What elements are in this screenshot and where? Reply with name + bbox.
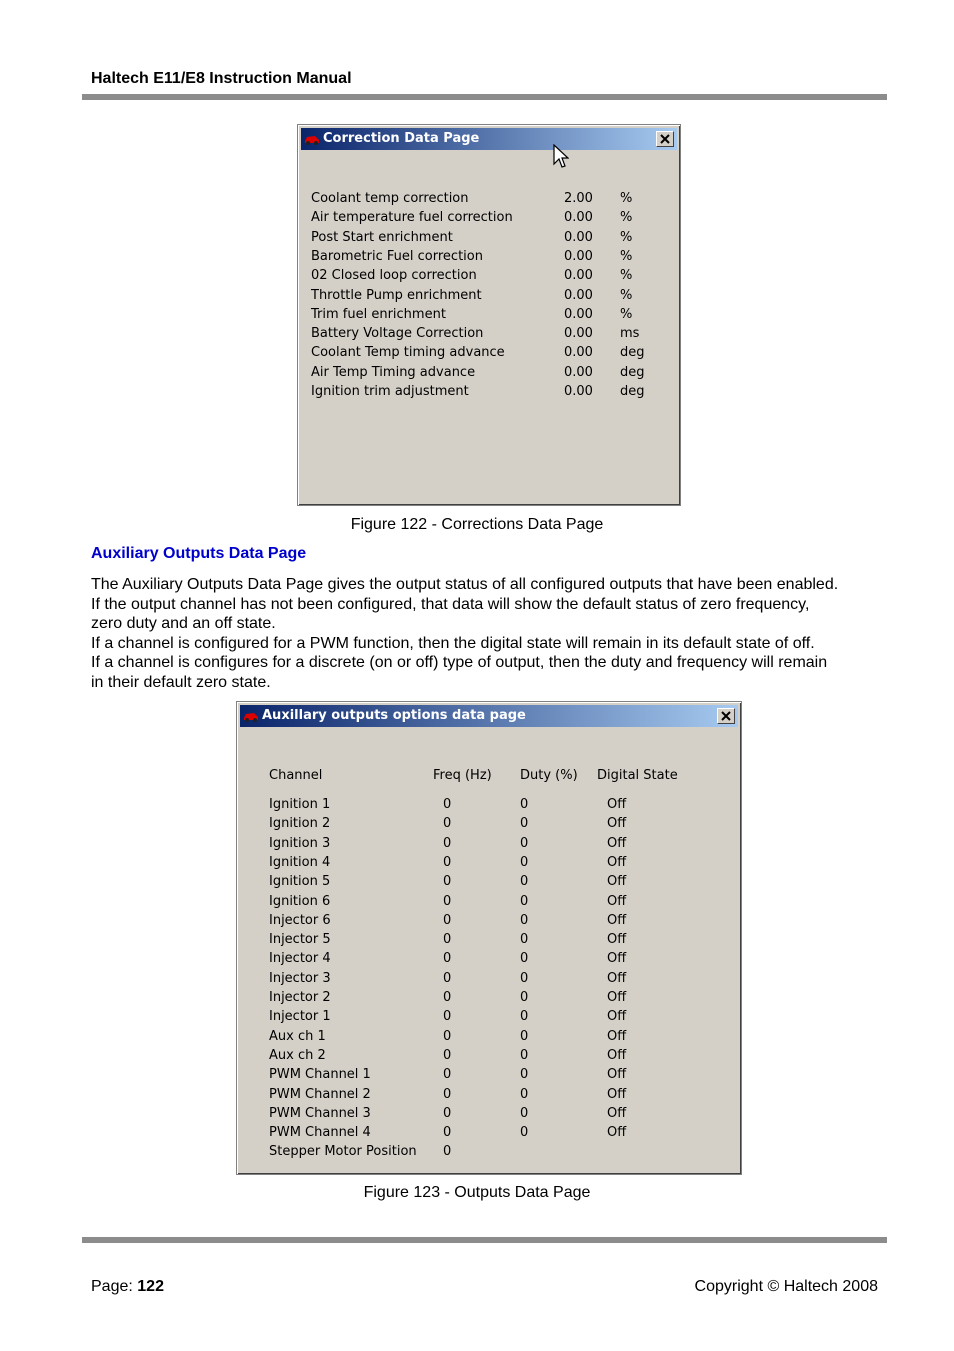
correction-value: 0.00: [564, 326, 593, 342]
page-header-title: Haltech E11/E8 Instruction Manual: [91, 70, 352, 87]
outputs-titlebar[interactable]: [240, 705, 738, 727]
outputs-window: [236, 701, 742, 1175]
output-channel: Injector 6: [269, 912, 331, 928]
footer-page: [91, 1278, 164, 1296]
output-state: Off: [607, 1125, 627, 1141]
column-header-freq: Freq (Hz): [433, 768, 492, 783]
output-freq: 0: [443, 932, 452, 948]
output-duty: 0: [520, 854, 529, 870]
output-state: Off: [607, 1009, 627, 1025]
correction-value: 0.00: [564, 384, 593, 399]
correction-label: Air Temp Timing advance: [311, 364, 476, 380]
output-state: Off: [607, 1105, 627, 1121]
output-duty: 0: [520, 1086, 529, 1102]
output-freq: 0: [443, 1067, 452, 1083]
output-channel: Injector 4: [269, 951, 331, 967]
footer-copyright: Copyright © Haltech 2008: [694, 1278, 878, 1295]
correction-label: Ignition trim adjustment: [311, 384, 469, 399]
output-freq: 0: [443, 816, 452, 832]
section-heading: Auxiliary Outputs Data Page: [91, 545, 307, 562]
output-duty: 0: [520, 1028, 529, 1044]
output-channel: Stepper Motor Position: [269, 1144, 417, 1160]
output-duty: 0: [520, 874, 529, 890]
output-duty: 0: [520, 970, 529, 986]
paragraph-line: If a channel is configures for a discrete (on or off) type of output, then the duty and frequency will remain: [91, 654, 828, 672]
mouse-pointer-icon: [553, 144, 569, 170]
output-duty: 0: [520, 932, 529, 948]
output-duty: 0: [520, 990, 529, 1005]
correction-value: 0.00: [564, 229, 593, 245]
correction-label: Barometric Fuel correction: [311, 248, 483, 264]
output-channel: Injector 2: [269, 990, 331, 1005]
output-state: Off: [607, 893, 627, 909]
car-app-icon: [304, 132, 320, 146]
figure-122-caption: Figure 122 - Corrections Data Page: [350, 516, 604, 533]
outputs-close-button[interactable]: [717, 708, 735, 724]
output-state: Off: [607, 912, 627, 928]
correction-value: 2.00: [564, 191, 593, 206]
output-state: Off: [607, 1067, 627, 1083]
correction-unit: %: [620, 191, 633, 206]
output-freq: 0: [443, 1028, 452, 1044]
output-state: Off: [607, 970, 627, 986]
correction-value: 0.00: [564, 345, 593, 361]
output-channel: Ignition 5: [269, 874, 331, 890]
output-channel: Injector 3: [269, 970, 331, 986]
corrections-close-button[interactable]: [656, 131, 674, 147]
output-state: Off: [607, 816, 627, 832]
output-freq: 0: [443, 1009, 452, 1025]
output-channel: Aux ch 1: [269, 1028, 326, 1044]
column-header-digital-state: Digital State: [597, 768, 678, 783]
output-channel: PWM Channel 1: [269, 1067, 371, 1083]
output-channel: Aux ch 2: [269, 1047, 326, 1063]
correction-label: Post Start enrichment: [311, 229, 453, 245]
output-channel: PWM Channel 4: [269, 1125, 371, 1141]
correction-unit: %: [620, 210, 633, 226]
paragraph-line: If a channel is configured for a PWM function, then the digital state will remain in its default state of off.: [91, 634, 815, 652]
correction-unit: ms: [620, 326, 640, 342]
correction-value: 0.00: [564, 287, 593, 303]
correction-unit: %: [620, 248, 633, 264]
output-state: Off: [607, 951, 627, 967]
correction-unit: %: [620, 287, 633, 303]
output-channel: Ignition 2: [269, 816, 331, 832]
paragraph-line: If the output channel has not been configured, that data will show the default status of zero frequency,: [91, 595, 810, 613]
output-freq: 0: [443, 951, 452, 967]
output-channel: Injector 5: [269, 932, 331, 948]
correction-value: 0.00: [564, 248, 593, 264]
footer-page-number: 122: [137, 1278, 164, 1295]
correction-label: Battery Voltage Correction: [311, 326, 484, 342]
output-duty: 0: [520, 835, 529, 851]
correction-value: 0.00: [564, 306, 593, 322]
correction-unit: %: [620, 268, 633, 284]
paragraph-line: in their default zero state.: [91, 674, 271, 691]
output-state: Off: [607, 990, 627, 1005]
column-header-duty: Duty (%): [520, 768, 578, 783]
output-duty: 0: [520, 1009, 529, 1025]
column-header-channel: Channel: [269, 768, 323, 783]
output-duty: 0: [520, 816, 529, 832]
correction-label: Coolant temp correction: [311, 191, 469, 206]
output-state: Off: [607, 854, 627, 870]
correction-value: 0.00: [564, 364, 593, 380]
output-freq: 0: [443, 970, 452, 986]
output-state: Off: [607, 1028, 627, 1044]
output-state: Off: [607, 1047, 627, 1063]
correction-label: Throttle Pump enrichment: [311, 287, 482, 303]
output-duty: 0: [520, 1047, 529, 1063]
output-state: Off: [607, 874, 627, 890]
output-channel: Ignition 6: [269, 893, 331, 909]
output-state: Off: [607, 835, 627, 851]
correction-unit: deg: [620, 345, 645, 361]
correction-label: Coolant Temp timing advance: [311, 345, 505, 361]
output-freq: 0: [443, 912, 452, 928]
figure-123-caption: Figure 123 - Outputs Data Page: [363, 1184, 591, 1201]
output-freq: 0: [443, 893, 452, 909]
output-freq: 0: [443, 854, 452, 870]
close-icon: [721, 711, 731, 721]
footer-rule: [82, 1237, 887, 1243]
output-channel: Ignition 1: [269, 797, 331, 812]
correction-unit: deg: [620, 384, 645, 399]
output-state: Off: [607, 932, 627, 948]
output-duty: 0: [520, 1125, 529, 1141]
output-channel: Ignition 4: [269, 854, 331, 870]
paragraph-line: zero duty and an off state.: [91, 615, 276, 633]
correction-label: Trim fuel enrichment: [311, 306, 446, 322]
output-freq: 0: [443, 1086, 452, 1102]
output-freq: 0: [443, 1047, 452, 1063]
paragraph-line: The Auxiliary Outputs Data Page gives the output status of all configured outputs that have been enabled.: [91, 576, 839, 593]
correction-label: 02 Closed loop correction: [311, 268, 477, 284]
output-state: Off: [607, 797, 627, 812]
output-duty: 0: [520, 1105, 529, 1121]
output-freq: 0: [443, 1105, 452, 1121]
outputs-title: Auxillary outputs options data page: [262, 708, 526, 723]
output-freq: 0: [443, 835, 452, 851]
correction-value: 0.00: [564, 268, 593, 284]
output-duty: 0: [520, 912, 529, 928]
output-channel: Injector 1: [269, 1009, 331, 1025]
output-freq: 0: [443, 1144, 452, 1160]
output-freq: 0: [443, 874, 452, 890]
corrections-window: [297, 124, 681, 506]
footer-page-label: Page:: [91, 1278, 133, 1295]
output-channel: Ignition 3: [269, 835, 331, 851]
output-duty: 0: [520, 951, 529, 967]
close-icon: [660, 134, 670, 144]
output-freq: 0: [443, 990, 452, 1005]
car-app-icon: [243, 709, 259, 723]
corrections-titlebar[interactable]: [301, 128, 677, 150]
correction-value: 0.00: [564, 210, 593, 226]
correction-unit: %: [620, 306, 633, 322]
correction-unit: deg: [620, 364, 645, 380]
output-freq: 0: [443, 1125, 452, 1141]
output-duty: 0: [520, 797, 529, 812]
correction-unit: %: [620, 229, 633, 245]
header-rule: [82, 94, 887, 100]
output-state: Off: [607, 1086, 627, 1102]
output-channel: PWM Channel 3: [269, 1105, 371, 1121]
corrections-title: Correction Data Page: [323, 131, 480, 146]
output-freq: 0: [443, 797, 452, 812]
output-channel: PWM Channel 2: [269, 1086, 371, 1102]
output-duty: 0: [520, 1067, 529, 1083]
correction-label: Air temperature fuel correction: [311, 210, 513, 226]
output-duty: 0: [520, 893, 529, 909]
